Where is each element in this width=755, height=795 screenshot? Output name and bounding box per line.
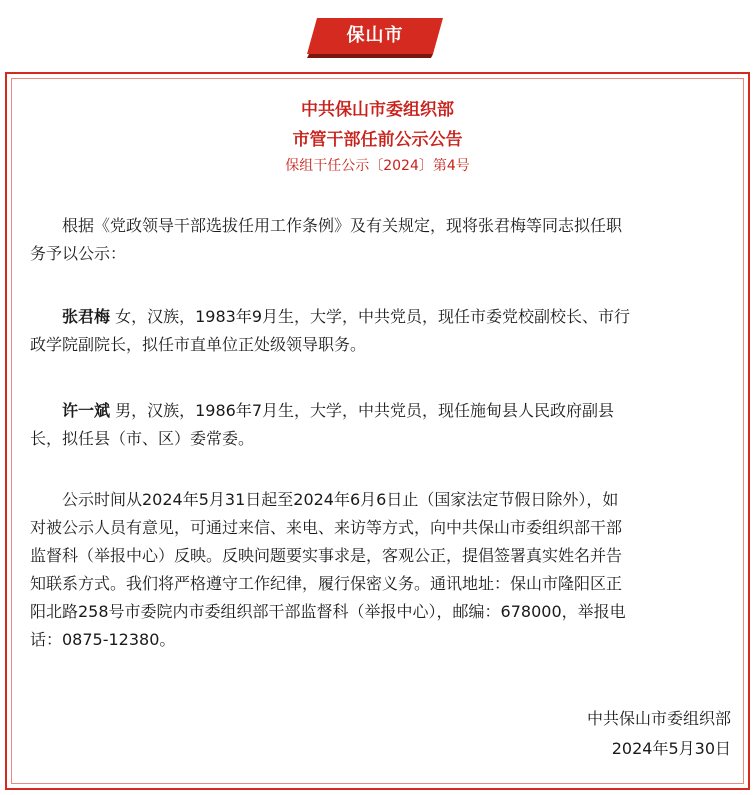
person-name: 许一斌 (62, 401, 111, 420)
city-badge (307, 16, 443, 58)
intro-line-2: 务予以公示： (30, 244, 127, 263)
announcement-line: 对被公示人员有意见，可通过来信、来电、来访等方式，向中共保山市委组织部干部 (30, 518, 623, 537)
signature-date: 2024年5月30日 (611, 739, 731, 758)
person-detail-cont: 政学院副院长，拟任市直单位正处级领导职务。 (30, 335, 367, 354)
person-detail: 男，汉族，1986年7月生，大学，中共党员，现任施甸县人民政府副县 (115, 401, 615, 420)
person-name: 张君梅 (62, 307, 111, 326)
badge-label: 保山市 (346, 25, 404, 46)
notice-title-subject: 市管干部任前公示公告 (292, 130, 463, 150)
announcement-line: 话：0875-12380。 (30, 630, 176, 649)
person-entry (62, 303, 630, 331)
announcement-line: 阳北路258号市委院内市委组织部干部监督科（举报中心），邮编：678000，举报电 (30, 602, 626, 621)
person-detail-cont: 长，拟任县（市、区）委常委。 (30, 429, 255, 448)
notice-title-org: 中共保山市委组织部 (301, 100, 454, 120)
person-detail: 女，汉族，1983年9月生，大学，中共党员，现任市委党校副校长、市行 (115, 307, 631, 326)
announcement-line: 知联系方式。我们将严格遵守工作纪律，履行保密义务。通讯地址：保山市隆阳区正 (30, 574, 623, 593)
intro-line-1: 根据《党政领导干部选拔任用工作条例》及有关规定，现将张君梅等同志拟任职 (62, 216, 623, 235)
announcement-line: 监督科（举报中心）反映。反映问题要实事求是，客观公正，提倡签署真实姓名并告 (30, 546, 623, 565)
announcement-line: 公示时间从2024年5月31日起至2024年6月6日止（国家法定节假日除外），如 (62, 490, 619, 509)
signature-organization: 中共保山市委组织部 (586, 709, 731, 728)
person-entry (62, 397, 614, 425)
document-number: 保组干任公示〔2024〕第4号 (285, 158, 470, 174)
